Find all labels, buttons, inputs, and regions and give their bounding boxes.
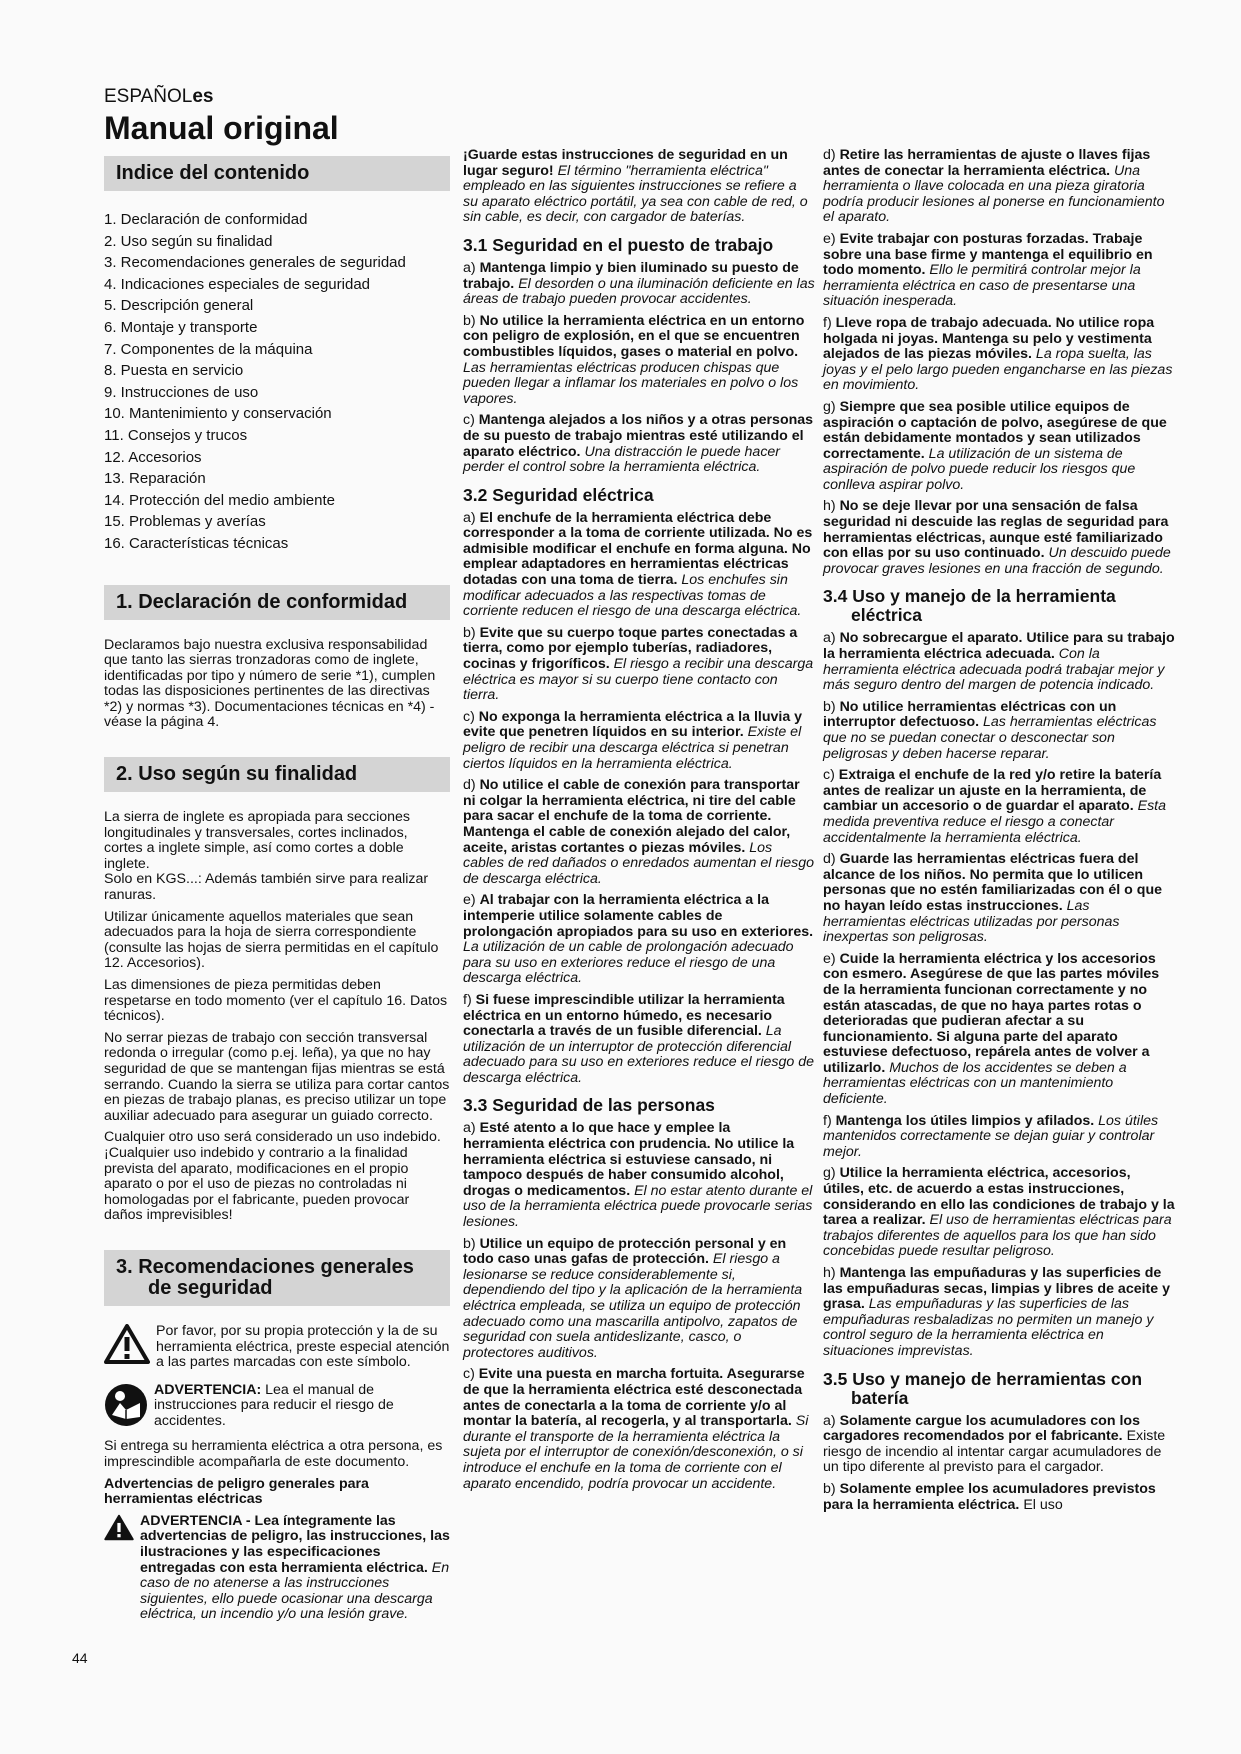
rule-letter: a): [463, 1120, 480, 1137]
rule-letter: e): [463, 892, 480, 909]
s34-line1: 3.4 Uso y manejo de la herramienta: [823, 586, 1116, 607]
rule-bold: Siempre que sea posible utilice equipos de aspiración o captación de polvo, asegúrese de que están debidamente montados y sean utilizados correctamente.: [823, 398, 1167, 462]
rule-3-3-e: [823, 232, 1175, 310]
s35-line2: batería: [851, 1387, 909, 1408]
read-manual-icon: [104, 1383, 148, 1427]
rule-letter: h): [823, 498, 840, 515]
rule-letter: c): [463, 412, 479, 429]
rule-italic: Una herramienta o llave colocada en una pieza giratoria podría producir lesiones al ponerse en funcionamiento el aparato.: [823, 162, 1165, 226]
rule-3-4-f: [823, 1114, 1175, 1161]
rule-italic: El riesgo a lesionarse se reduce considerablemente si, dependiendo del tipo y la aplicación de la herramienta eléctrica empleada, se utiliza un equipo de protección adecuado como una mascarilla antipolvo, zapatos de seguridad con suela antideslizante, casco, o protectores auditivos.: [463, 1251, 803, 1361]
toc-item: 7. Componentes de la máquina: [104, 340, 313, 358]
rule-bold: Mantenga alejados a los niños y a otras personas de su puesto de trabajo mientras esté utilizando el aparato eléctrico.: [463, 412, 814, 460]
rule-italic: Las herramientas eléctricas utilizadas por personas inexpertas son peligrosas.: [823, 897, 1120, 946]
language-header: [104, 86, 214, 108]
rule-letter: b): [823, 698, 840, 715]
rule-italic: Los útiles mantenidos correctamente se dejan guiar y controlar mejor.: [823, 1112, 1159, 1160]
section-2-p2: Utilizar únicamente aquellos materiales que sean adecuados para la hoja de sierra correspondiente (consulte las hojas de sierra permitidas en el capítulo 12. Accesorios).: [104, 908, 439, 972]
rule-letter: h): [823, 1265, 840, 1281]
rule-3-4-a: [823, 631, 1175, 693]
toc-item: 8. Puesta en servicio: [104, 362, 244, 380]
rule-normal: El uso: [1019, 1496, 1063, 1513]
toc-heading: Indice del contenido: [104, 156, 450, 191]
rule-bold: Si fuese imprescindible utilizar la herramienta eléctrica en un entorno húmedo, es necesario conectarla a través de un fusible diferencial.: [463, 991, 785, 1040]
toc-item: 14. Protección del medio ambiente: [104, 491, 335, 509]
rule-3-2-b: [463, 626, 815, 704]
rule-italic: El uso de herramientas eléctricas para trabajos diferentes de aquellos para los que han sido concebidas puede resultar peligroso.: [823, 1212, 1172, 1260]
rule-3-4-h: [823, 1266, 1175, 1360]
rule-italic: El no estar atento durante el uso de la herramienta eléctrica puede provocarle serias lesiones.: [463, 1182, 813, 1231]
rule-letter: d): [823, 851, 840, 868]
read-manual-warning: [154, 1383, 450, 1430]
attention-row: [104, 1324, 450, 1377]
rule-bold: No utilice la herramienta eléctrica en un entorno con peligro de explosión, en el que se encuentren combustibles líquidos, gases o material en polvo.: [463, 312, 805, 360]
rule-italic: Los enchufes sin modificar adecuados a las respectivas tomas de corriente reducen el riesgo de una descarga eléctrica.: [463, 572, 802, 620]
section-2-p1: [104, 810, 450, 904]
rule-italic: Las empuñaduras y las superficies de las empuñaduras resbaladizas no permiten un manejo y control seguro de la herramienta eléctrica en situaciones imprevistas.: [823, 1296, 1154, 1359]
rule-letter: g): [823, 1165, 840, 1182]
toc-item: 2. Uso según su finalidad: [104, 232, 273, 250]
general-warning-row: [104, 1514, 450, 1623]
rule-bold: Cuide la herramienta eléctrica y los accesorios con esmero. Asegúrese de que las partes móviles de la herramienta funcionan correctamente y no están atascadas, de que no haya partes rotas o deterioradas que pudieran afectar a su funcionamiento. Si alguna parte del aparato estuviese defectuoso, repárela antes de volver a utilizarlo.: [823, 950, 1160, 1076]
rule-3-4-g: [823, 1166, 1175, 1260]
rule-3-3-h: [823, 499, 1175, 577]
rule-italic: La utilización de un cable de prolongación adecuado para su uso en exteriores reduce el riesgo de una descarga eléctrica.: [463, 939, 794, 987]
rule-bold: No utilice el cable de conexión para transportar ni colgar la herramienta eléctrica, ni tire del cable para sacar el enchufe de la toma de corriente. Mantenga el cable de conexión alejado del calor, aceite, aristas cortantes o piezas móviles.: [463, 777, 800, 856]
subsection-3-4-heading: [823, 587, 1175, 625]
language-code: es: [192, 86, 214, 107]
warning-triangle-icon: [104, 1324, 150, 1364]
subsection-3-5-heading: [823, 1370, 1175, 1408]
rule-3-3-b: [463, 1237, 815, 1362]
rule-italic: Las herramientas eléctricas producen chispas que pueden llegar a inflamar los materiales en polvo o los vapores.: [463, 359, 799, 407]
section-2-p5: Cualquier otro uso será considerado un uso indebido. ¡Cualquier uso indebido y contrario a la finalidad prevista del aparato, modificaciones en el propio aparato o por el uso de piezas no controladas ni homologadas por el fabricante, pueden provocar daños imprevisibles!: [104, 1129, 441, 1224]
rule-italic: Las herramientas eléctricas que no se puedan conectar o desconectar son peligrosas y deben hacerse reparar.: [823, 714, 1157, 762]
rule-3-2-a: [463, 511, 815, 620]
toc-item: 10. Mantenimiento y conservación: [104, 405, 332, 423]
rule-italic: Ello le permitirá controlar mejor la herramienta eléctrica en caso de presentarse una situación inesperada.: [823, 262, 1141, 310]
rule-bold: Mantenga las empuñaduras y las superficies de las empuñaduras secas, limpias y libres de aceite y grasa.: [823, 1265, 1170, 1313]
rule-italic: La ropa suelta, las joyas y el pelo largo pueden engancharse en las piezas en movimiento.: [823, 346, 1173, 394]
rule-3-3-c: [463, 1367, 815, 1492]
attention-text: Por favor, por su propia protección y la de su herramienta eléctrica, preste especial atención a las partes marcadas con este símbolo.: [156, 1322, 450, 1371]
general-warning-text: [140, 1514, 450, 1623]
rule-bold: Esté atento a lo que hace y emplee la herramienta eléctrica con prudencia. No utilice la herramienta eléctrica si estuviese cansado, ni tampoco después de haber consumido alcohol, drogas o medicamentos.: [463, 1120, 795, 1199]
keep-italic: El término "herramienta eléctrica" empleado en las siguientes instrucciones se refiere a su aparato eléctrico portátil, ya sea con cable de red, o sin cable, es decir, con cargador de baterías.: [463, 162, 808, 226]
rule-italic: Existe el peligro de recibir una descarga eléctrica si penetran ciertos líquidos en la herramienta eléctrica.: [463, 724, 802, 772]
rule-3-3-d: [823, 148, 1175, 226]
rule-bold: Solamente emplee los acumuladores previstos para la herramienta eléctrica.: [823, 1480, 1156, 1513]
rule-bold: No se deje llevar por una sensación de falsa seguridad ni descuide las reglas de seguridad para herramientas eléctricas, aunque esté familiarizado con ellas por su uso continuado.: [823, 498, 1169, 562]
rule-bold: Solamente cargue los acumuladores con los cargadores recomendados por el fabricante.: [823, 1412, 1140, 1445]
section-2-p3: Las dimensiones de pieza permitidas deben respetarse en todo momento (ver el capítulo 16. Datos técnicos).: [104, 977, 448, 1025]
s2-p1-b: Solo en KGS...: Además también sirve para realizar ranuras.: [104, 871, 429, 904]
warning-label: ADVERTENCIA:: [154, 1381, 262, 1398]
rule-3-2-f: [463, 993, 815, 1087]
handover-text: Si entrega su herramienta eléctrica a otra persona, es imprescindible acompañarla de este documento.: [104, 1438, 443, 1471]
general-warnings-heading: Advertencias de peligro generales para herramientas eléctricas: [104, 1475, 369, 1508]
rule-letter: b): [463, 1235, 480, 1252]
rule-italic: Si durante el transporte de la herramienta eléctrica la sujeta por el interruptor de conexión/desconexión, o si introduce el enchufe en la toma de corriente con el aparato encendido, podría provocar un accidente.: [463, 1413, 809, 1492]
rule-bold: Guarde las herramientas eléctricas fuera del alcance de los niños. No permita que lo utilicen personas que no estén familiarizadas con él o que no hayan leído estas instrucciones.: [823, 851, 1163, 914]
language-name: ESPAÑOL: [104, 86, 193, 107]
rule-3-4-b: [823, 700, 1175, 762]
s34-line2: eléctrica: [851, 605, 923, 626]
rule-3-1-c: [463, 413, 815, 475]
rule-bold: Evite que su cuerpo toque partes conectadas a tierra, como por ejemplo tuberías, radiadores, cocinas y frigoríficos.: [463, 624, 798, 673]
warning-triangle-icon: [104, 1514, 134, 1541]
rule-normal: Existe riesgo de incendio al intentar cargar acumuladores de un tipo diferente al previsto para el cargador.: [823, 1428, 1166, 1476]
toc-item: 4. Indicaciones especiales de seguridad: [104, 275, 371, 293]
toc-item: 15. Problemas y averías: [104, 513, 266, 531]
rule-3-4-e: [823, 952, 1175, 1108]
rule-bold: Retire las herramientas de ajuste o llaves fijas antes de conectar la herramienta eléctrica.: [823, 147, 1151, 179]
rule-italic: Con la herramienta eléctrica adecuada podrá trabajar mejor y más seguro dentro del margen de potencia indicado.: [823, 646, 1165, 694]
toc-list: [104, 209, 450, 555]
read-manual-row: [104, 1383, 450, 1436]
rule-letter: e): [823, 230, 840, 247]
rule-3-3-g: [823, 400, 1175, 494]
rule-letter: b): [463, 624, 480, 641]
toc-item: 5. Descripción general: [104, 297, 254, 315]
rule-letter: a): [463, 509, 480, 526]
column-3: [823, 148, 1175, 1519]
rule-italic: Muchos de los accidentes se deben a herramientas eléctricas con un mantenimiento deficiente.: [823, 1059, 1127, 1108]
keep-instructions: [463, 148, 815, 226]
s2-p1-a: La sierra de inglete es apropiada para secciones longitudinales y transversales, cortes inclinados, cortes a inglete simple, así como cortes a doble inglete.: [104, 809, 411, 872]
rule-letter: f): [463, 991, 476, 1008]
rule-italic: La utilización de un sistema de aspiración de polvo puede reducir los riesgos que conlleva aspirar polvo.: [823, 445, 1136, 493]
rule-letter: a): [463, 259, 480, 276]
rule-letter: d): [463, 777, 480, 794]
rule-3-2-e: [463, 893, 815, 987]
rule-letter: b): [823, 1480, 840, 1497]
rule-bold: Utilice la herramienta eléctrica, accesorios, útiles, etc. de acuerdo a estas instrucciones, considerando en ello las condiciones de trabajo y la tarea a realizar.: [823, 1165, 1175, 1229]
subsection-3-1-heading: 3.1 Seguridad en el puesto de trabajo: [463, 234, 774, 255]
rule-bold: Evite trabajar con posturas forzadas. Trabaje sobre una base firme y mantenga el equilibrio en todo momento.: [823, 230, 1153, 279]
rule-letter: f): [823, 314, 836, 331]
section-1-heading: 1. Declaración de conformidad: [104, 585, 450, 620]
gw-bold: ADVERTENCIA - Lea íntegramente las advertencias de peligro, las instrucciones, las ilustraciones y las especificaciones entregadas con esta herramienta eléctrica.: [140, 1512, 450, 1576]
toc-item: 9. Instrucciones de uso: [104, 383, 259, 401]
gw-italic: En caso de no atenerse a las instrucciones siguientes, ello puede ocasionar una descarga eléctrica, un incendio y/o una lesión grave.: [140, 1559, 450, 1623]
rule-bold: Al trabajar con la herramienta eléctrica a la intemperie utilice solamente cables de prolongación apropiados para su uso en exteriores.: [463, 892, 814, 940]
rule-letter: b): [463, 312, 480, 329]
subsection-3-3-heading: 3.3 Seguridad de las personas: [463, 1095, 715, 1116]
rule-italic: El riesgo a recibir una descarga eléctrica es mayor si su cuerpo tiene contacto con tierra.: [463, 656, 814, 704]
rule-3-2-c: [463, 710, 815, 772]
section-2-p4: No serrar piezas de trabajo con sección transversal redonda o irregular (como p.ej. leña), ya que no hay seguridad de que se mantengan fijas mientras se está serrando. Cuando la sierra se utiliza para cortar cantos en piezas de trabajo planas, es preciso utilizar un tope auxiliar adecuado para asegurar un guiado correcto.: [104, 1029, 450, 1124]
section-1-text: Declaramos bajo nuestra exclusiva responsabilidad que tanto las sierras tronzadoras como de inglete, identificadas por tipo y número de serie *1), cumplen todas las disposiciones pertinentes de las directivas *2) y normas *3). Documentaciones técnicas en *4) - véase la página 4.: [104, 636, 436, 731]
rule-italic: Los cables de red dañados o enredados aumentan el riesgo de descarga eléctrica.: [463, 839, 814, 887]
rule-letter: d): [823, 147, 840, 163]
page-number: 44: [72, 1650, 88, 1666]
toc-item: 3. Recomendaciones generales de seguridad: [104, 254, 406, 272]
s3-heading-line2: de seguridad: [148, 1276, 273, 1299]
rule-bold: Utilice un equipo de protección personal y en todo caso unas gafas de protección.: [463, 1235, 787, 1268]
toc-item: 12. Accesorios: [104, 448, 202, 466]
rule-italic: Un descuido puede provocar graves lesiones en una fracción de segundo.: [823, 545, 1171, 577]
rule-bold: No utilice herramientas eléctricas con un interruptor defectuoso.: [823, 698, 1117, 731]
rule-3-1-b: [463, 314, 815, 408]
column-2: [463, 148, 815, 1498]
page-title: Manual original: [104, 110, 339, 146]
rule-bold: No sobrecargue el aparato. Utilice para su trabajo la herramienta eléctrica adecuada.: [823, 630, 1175, 663]
toc-item: 13. Reparación: [104, 470, 206, 488]
rule-letter: f): [823, 1112, 836, 1129]
s3-heading-line1: 3. Recomendaciones generales: [116, 1255, 414, 1278]
rule-letter: a): [823, 630, 840, 647]
keep-bold: ¡Guarde estas instrucciones de seguridad en un lugar seguro!: [463, 147, 788, 179]
warning-text: Lea el manual de instrucciones para reducir el riesgo de accidentes.: [154, 1381, 394, 1429]
rule-3-4-c: [823, 768, 1175, 846]
rule-3-5-b: [823, 1482, 1175, 1513]
rule-3-3-f: [823, 316, 1175, 394]
rule-3-4-d: [823, 852, 1175, 946]
subsection-3-2-heading: 3.2 Seguridad eléctrica: [463, 484, 654, 505]
rule-bold: Extraiga el enchufe de la red y/o retire la batería antes de realizar un ajuste en la herramienta, de cambiar un accesorio o de guardar el aparato.: [823, 767, 1162, 815]
toc-item: 11. Consejos y trucos: [104, 426, 248, 444]
toc-item: 6. Montaje y transporte: [104, 318, 258, 336]
rule-italic: La utilización de un interruptor de protección diferencial adecuado para su uso en exteriores reduce el riesgo de descarga eléctrica.: [463, 1023, 814, 1086]
s35-line1: 3.5 Uso y manejo de herramientas con: [823, 1368, 1143, 1389]
rule-letter: e): [823, 950, 840, 967]
rule-bold: Mantenga los útiles limpios y afilados.: [835, 1112, 1095, 1129]
rule-letter: a): [823, 1412, 840, 1429]
rule-bold: No exponga la herramienta eléctrica a la lluvia y evite que penetren líquidos en su interior.: [463, 708, 803, 741]
rule-italic: El desorden o una iluminación deficiente en las áreas de trabajo pueden provocar accidentes.: [463, 275, 815, 308]
rule-letter: c): [463, 708, 479, 725]
rule-3-3-a: [463, 1121, 815, 1230]
rule-italic: Esta medida preventiva reduce el riesgo a conectar accidentalmente la herramienta eléctrica.: [823, 798, 1167, 846]
rule-3-1-a: [463, 261, 815, 308]
rule-letter: g): [823, 398, 840, 415]
rule-bold: El enchufe de la herramienta eléctrica debe corresponder a la toma de corriente utilizada. No es admisible modificar el enchufe en forma alguna. No emplear adaptadores en herramientas eléctricas dotadas con una toma de tierra.: [463, 509, 813, 589]
rule-3-2-d: [463, 778, 815, 887]
toc-item: 1. Declaración de conformidad: [104, 211, 308, 228]
rule-3-5-a: [823, 1414, 1175, 1476]
rule-italic: Una distracción le puede hacer perder el control sobre la herramienta eléctrica.: [463, 443, 781, 476]
rule-letter: c): [823, 767, 839, 784]
column-1: [104, 156, 450, 1627]
rule-bold: Lleve ropa de trabajo adecuada. No utilice ropa holgada ni joyas. Mantenga su pelo y vestimenta alejados de las piezas móviles.: [823, 314, 1155, 363]
toc-item: 16. Características técnicas: [104, 534, 289, 552]
rule-bold: Mantenga limpio y bien iluminado su puesto de trabajo.: [463, 259, 799, 292]
rule-bold: Evite una puesta en marcha fortuita. Asegurarse de que la herramienta eléctrica esté desconectada antes de conectarla a la toma de corriente y/o al montar la batería, al recogerla, y al transportarla.: [463, 1366, 805, 1430]
section-3-heading: [104, 1250, 450, 1306]
rule-letter: c): [463, 1366, 479, 1383]
section-2-heading: 2. Uso según su finalidad: [104, 757, 450, 792]
